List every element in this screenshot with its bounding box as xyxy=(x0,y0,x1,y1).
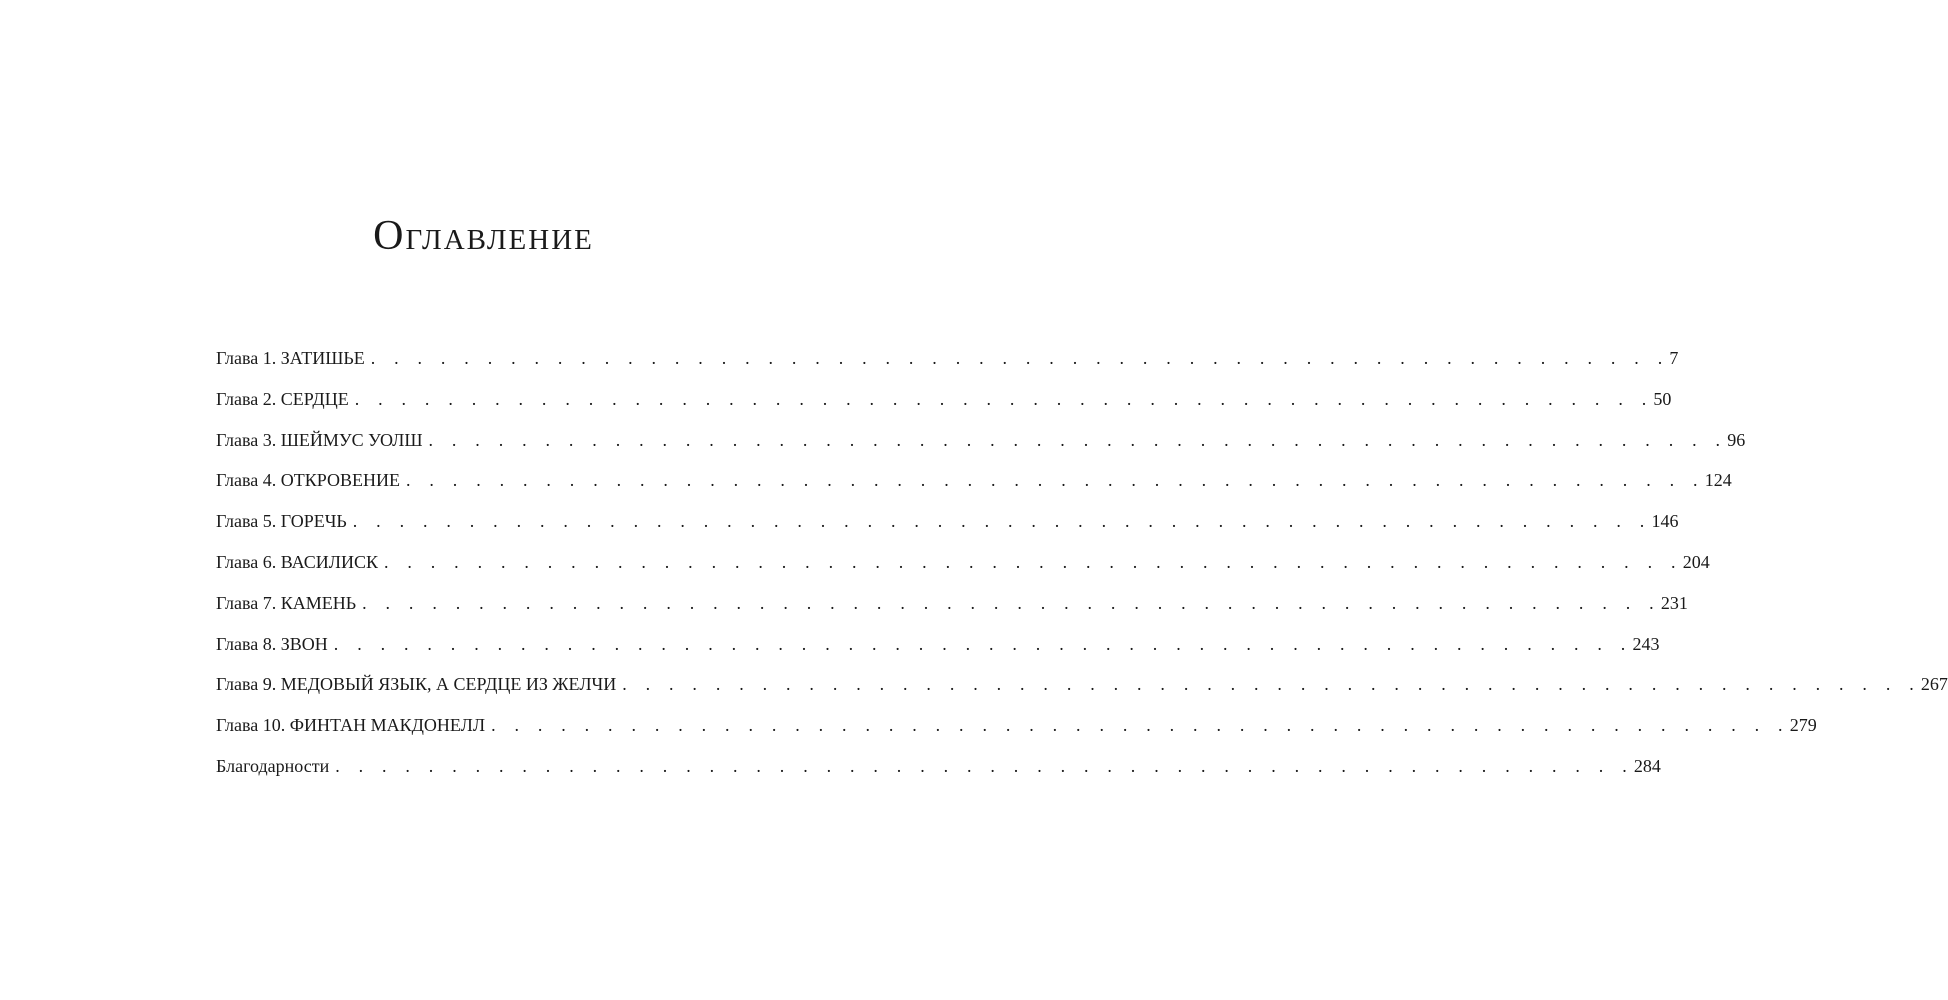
dot-leader: . . . . . . . . . . . . . . . . . . . . . . . . . . . . . . . . . . . . . . . . . . . . . . . . . . . . . . . . xyxy=(362,592,1661,613)
toc-entry xyxy=(216,627,1660,668)
toc-entry-label: Глава 7. КАМЕНЬ xyxy=(216,592,357,613)
dot-leader: . . . . . . . . . . . . . . . . . . . . . . . . . . . . . . . . . . . . . . . . . . . . . . . . . . . . . . . . xyxy=(383,551,1683,572)
dot-leader: . . . . . . . . . . . . . . . . . . . . . . . . . . . . . . . . . . . . . . . . . . . . . . . . . . . . . . . . xyxy=(352,511,1652,532)
toc-entry-page: 267 xyxy=(1920,674,1948,695)
toc-entry-label: Глава 4. ОТКРОВЕНИЕ xyxy=(216,470,400,491)
toc-entry-label: Глава 8. ЗВОН xyxy=(216,633,328,654)
toc-entry-label: Глава 3. ШЕЙМУС УОЛШ xyxy=(216,429,423,450)
toc-entry-page: 204 xyxy=(1682,551,1710,572)
dot-leader: . . . . . . . . . . . . . . . . . . . . . . . . . . . . . . . . . . . . . . . . . . . . . . . . . . . . . . . . xyxy=(622,674,1921,695)
toc-entry-page: 146 xyxy=(1651,511,1679,532)
toc-entry-page: 50 xyxy=(1653,388,1672,409)
toc-entry-page: 279 xyxy=(1789,715,1817,736)
toc-entry xyxy=(216,463,1732,504)
toc-entry-page: 96 xyxy=(1727,429,1746,450)
toc-entry-page: 7 xyxy=(1669,348,1679,368)
toc-entry xyxy=(216,586,1688,627)
toc-entry xyxy=(216,545,1710,586)
toc-entry-label: Благодарности xyxy=(216,755,330,776)
dot-leader: . . . . . . . . . . . . . . . . . . . . . . . . . . . . . . . . . . . . . . . . . . . . . . . . . . . . . . . . xyxy=(370,348,1670,368)
dot-leader: . . . . . . . . . . . . . . . . . . . . . . . . . . . . . . . . . . . . . . . . . . . . . . . . . . . . . . . . xyxy=(335,755,1634,776)
page-title: Оглавление xyxy=(373,213,594,259)
dot-leader: . . . . . . . . . . . . . . . . . . . . . . . . . . . . . . . . . . . . . . . . . . . . . . . . . . . . . . . . xyxy=(406,470,1705,491)
toc-entry xyxy=(216,504,1679,545)
table-of-contents xyxy=(216,341,1948,790)
toc-entry xyxy=(216,382,1672,423)
toc-entry-label: Глава 5. ГОРЕЧЬ xyxy=(216,511,347,532)
toc-entry-label: Глава 2. СЕРДЦЕ xyxy=(216,388,349,409)
dot-leader: . . . . . . . . . . . . . . . . . . . . . . . . . . . . . . . . . . . . . . . . . . . . . . . . . . . . . . . . xyxy=(428,429,1728,450)
toc-entry-label: Глава 6. ВАСИЛИСК xyxy=(216,551,378,572)
dot-leader: . . . . . . . . . . . . . . . . . . . . . . . . . . . . . . . . . . . . . . . . . . . . . . . . . . . . . . . . xyxy=(333,633,1633,654)
toc-entry-label: Глава 10. ФИНТАН МАКДОНЕЛЛ xyxy=(216,715,486,736)
toc-entry-label: Глава 1. ЗАТИШЬЕ xyxy=(216,348,365,368)
toc-entry-label: Глава 9. МЕДОВЫЙ ЯЗЫК, А СЕРДЦЕ ИЗ ЖЕЛЧИ xyxy=(216,674,617,695)
toc-entry xyxy=(216,341,1679,382)
toc-entry xyxy=(216,423,1746,464)
toc-entry xyxy=(216,749,1661,790)
toc-entry xyxy=(216,708,1817,749)
toc-entry-page: 243 xyxy=(1632,633,1660,654)
toc-entry-page: 284 xyxy=(1633,755,1661,776)
toc-entry-page: 124 xyxy=(1704,470,1732,491)
toc-entry-page: 231 xyxy=(1660,592,1688,613)
dot-leader: . . . . . . . . . . . . . . . . . . . . . . . . . . . . . . . . . . . . . . . . . . . . . . . . . . . . . . . . xyxy=(491,715,1790,736)
dot-leader: . . . . . . . . . . . . . . . . . . . . . . . . . . . . . . . . . . . . . . . . . . . . . . . . . . . . . . . . xyxy=(354,388,1654,409)
toc-entry xyxy=(216,667,1948,708)
